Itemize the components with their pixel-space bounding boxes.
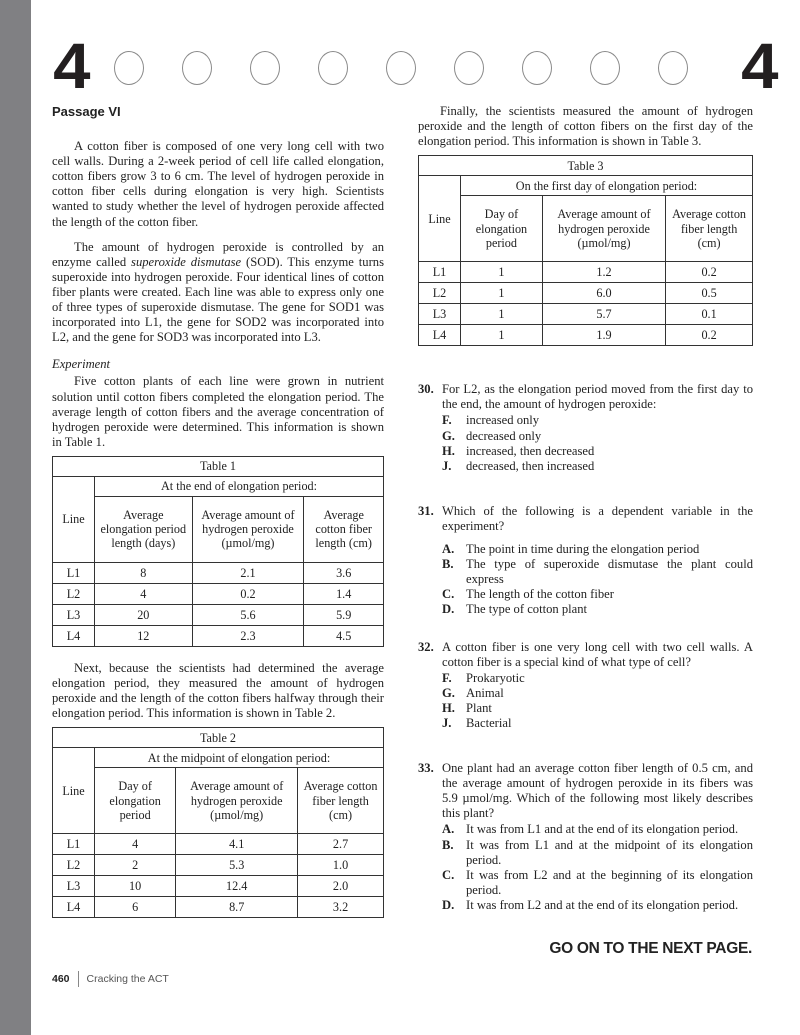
question-number: 31. [418,503,434,518]
table-cell: 1.4 [304,583,384,604]
circle-bubble [454,51,484,85]
table-cell: 3.6 [304,562,384,583]
row-label: L2 [419,283,461,304]
question-text: One plant had an average cotton fiber length of 0.5 cm, and the average amount of hydrogen peroxide in its fibers was 5.9 µmol/mg. Which of the following most likely describes this plant? [442,761,753,821]
question-number: 33. [418,761,434,776]
answer-options [442,671,753,731]
answer-options [442,822,753,913]
answer-option[interactable] [442,557,753,587]
option-letter: D. [442,897,455,912]
table-row [53,834,384,855]
option-text: decreased, then increased [466,458,595,473]
circle-bubble [318,51,348,85]
circle-bubble [114,51,144,85]
page-number: 460 [52,973,70,985]
table-cell: 5.7 [542,304,665,325]
circle-bubble [590,51,620,85]
answer-options [442,542,753,617]
answer-option[interactable] [442,587,753,602]
answer-option[interactable] [442,701,753,716]
table-cell: 0.2 [192,583,304,604]
answer-option[interactable] [442,429,753,444]
option-text: Animal [466,685,504,700]
table-cell: 6.0 [542,283,665,304]
right-column [418,104,753,913]
answer-option[interactable] [442,444,753,459]
question-text: A cotton fiber is one very long cell with two cell walls. A cotton fiber is a special kind of what type of cell? [442,639,753,669]
table-cell: 10 [95,876,176,897]
table-caption-row [419,156,753,176]
row-label: L3 [53,876,95,897]
option-letter: J. [442,458,452,473]
section-number-right: 4 [741,30,779,102]
option-letter: H. [442,700,455,715]
answer-option[interactable] [442,686,753,701]
table-cell: 2.0 [298,876,384,897]
column-header: Day of elongation period [461,196,543,262]
option-letter: B. [442,557,454,572]
table-cell: 20 [95,604,193,625]
table-cell: 1 [461,325,543,346]
table-1 [52,456,384,647]
circle-bubble [658,51,688,85]
row-label: L4 [53,897,95,918]
column-header: Average elongation period length (days) [95,496,193,562]
answer-option[interactable] [442,542,753,557]
option-text: It was from L2 and at the end of its elongation period. [466,897,739,912]
question-32 [418,640,753,732]
option-text: Plant [466,700,492,715]
table-super-header: At the end of elongation period: [95,476,384,496]
question-number: 32. [418,639,434,654]
table-row [53,583,384,604]
circle-bubble [522,51,552,85]
sod-text-before: The amount of hydrogen peroxide is controlled by an enzyme called [52,239,384,269]
circle-bubble [250,51,280,85]
table-caption-row [53,728,384,748]
section-header [52,30,779,102]
option-letter: F. [442,670,452,685]
table-row [53,562,384,583]
section-number-left: 4 [53,30,91,102]
option-letter: D. [442,602,455,617]
column-header: Average cotton fiber length (cm) [298,768,384,834]
table-row [53,604,384,625]
table-cell: 2.7 [298,834,384,855]
table-cell: 1.0 [298,855,384,876]
answer-option[interactable] [442,602,753,617]
column-header: Average amount of hydrogen peroxide (µmol/mg) [542,196,665,262]
question-30 [418,382,753,474]
table-cell: 4 [95,583,193,604]
table-cell: 1 [461,283,543,304]
table-super-header-row [53,748,384,768]
table-cell: 1.9 [542,325,665,346]
table-cell: 1.2 [542,262,665,283]
table-row [53,855,384,876]
table-cell: 5.9 [304,604,384,625]
table-3 [418,155,753,346]
column-header-line: Line [53,748,95,834]
table-row [419,325,753,346]
answer-options [442,413,753,473]
sod-text-after: (SOD). This enzyme turns superoxide into hydrogen peroxide. Four identical lines of cotton fiber plants were created. Each line was able to express only one of three types of superoxide dismutase. The gene for SOD1 was incorporated into L1, the gene for SOD2 was incorporated into L2, and the gene for SOD3 was incorporated into L3. [52,254,384,345]
column-header: Average amount of hydrogen peroxide (µmol/mg) [192,496,304,562]
table-cell: 1 [461,262,543,283]
option-letter: G. [442,428,455,443]
column-header: Average cotton fiber length (cm) [666,196,753,262]
row-label: L1 [419,262,461,283]
option-text: increased, then decreased [466,443,595,458]
option-letter: A. [442,542,455,557]
table-row [53,897,384,918]
circle-bubble [386,51,416,85]
table-super-header: At the midpoint of elongation period: [95,748,384,768]
table-caption: Table 1 [53,456,384,476]
row-label: L3 [419,304,461,325]
option-letter: C. [442,867,455,882]
decorative-circles [114,51,694,85]
option-text: The length of the cotton fiber [466,587,614,602]
table-cell: 6 [95,897,176,918]
next-paragraph: Next, because the scientists had determined the average elongation period, they measured the amount of hydrogen peroxide and the length of the cotton fibers halfway through their elongation period. This information is shown in Table 2. [52,660,384,721]
option-letter: B. [442,837,454,852]
table-super-header: On the first day of elongation period: [461,176,753,196]
book-title: Cracking the ACT [86,973,169,985]
sod-paragraph [52,240,384,346]
table-cell: 8.7 [176,897,298,918]
option-text: It was from L2 and at the beginning of its elongation period. [466,867,753,897]
table-cell: 2.3 [192,625,304,646]
table-super-header-row [53,476,384,496]
table-cell: 5.6 [192,604,304,625]
table-cell: 12.4 [176,876,298,897]
column-header-line: Line [419,176,461,262]
experiment-paragraph: Five cotton plants of each line were grown in nutrient solution until cotton fibers completed the elongation period. The average length of cotton fibers and the average concentration of hydrogen peroxide were determined. This information is shown in Table 1. [52,374,384,449]
option-text: It was from L1 and at the end of its elongation period. [466,822,739,837]
table-cell: 0.2 [666,262,753,283]
table-cell: 5.3 [176,855,298,876]
answer-option[interactable] [442,716,753,731]
table-caption-row [53,456,384,476]
circle-bubble [182,51,212,85]
option-text: decreased only [466,428,542,443]
page-edge-bar [0,0,31,1035]
option-letter: H. [442,443,455,458]
option-letter: C. [442,587,455,602]
option-text: Bacterial [466,715,512,730]
table-row [419,262,753,283]
answer-option[interactable] [442,822,753,837]
table-cell: 4.1 [176,834,298,855]
passage-title: Passage VI [52,104,121,119]
table-column-header-row [53,768,384,834]
finally-paragraph: Finally, the scientists measured the amount of hydrogen peroxide and the length of cotton fibers on the first day of the elongation period. This information is shown in Table 3. [418,104,753,149]
row-label: L1 [53,834,95,855]
table-cell: 0.5 [666,283,753,304]
table-super-header-row [419,176,753,196]
option-text: The type of cotton plant [466,602,588,617]
sod-term: superoxide dismutase [131,254,242,269]
answer-option[interactable] [442,898,753,913]
table-row [419,304,753,325]
question-33 [418,761,753,913]
table-row [53,876,384,897]
table-cell: 0.2 [666,325,753,346]
option-text: It was from L1 and at the midpoint of its elongation period. [466,837,753,867]
row-label: L2 [53,855,95,876]
questions-list [418,382,753,913]
question-number: 30. [418,382,434,397]
option-letter: G. [442,685,455,700]
experiment-heading: Experiment [52,357,111,372]
option-letter: J. [442,715,452,730]
footer-separator [78,971,79,987]
table-cell: 2.1 [192,562,304,583]
table-cell: 4.5 [304,625,384,646]
row-label: L3 [53,604,95,625]
page-footer [52,971,169,987]
column-header: Average cotton fiber length (cm) [304,496,384,562]
option-text: The point in time during the elongation period [466,542,700,557]
row-label: L2 [53,583,95,604]
table-cell: 0.1 [666,304,753,325]
table-column-header-row [419,196,753,262]
table-cell: 4 [95,834,176,855]
table-cell: 2 [95,855,176,876]
row-label: L4 [419,325,461,346]
table-cell: 8 [95,562,193,583]
column-header: Average amount of hydrogen peroxide (µmol/mg) [176,768,298,834]
table-column-header-row [53,496,384,562]
answer-option[interactable] [442,838,753,868]
question-text: For L2, as the elongation period moved from the first day to the end, the amount of hydrogen peroxide: [442,382,753,412]
answer-option[interactable] [442,671,753,686]
question-31 [418,504,753,618]
table-row [53,625,384,646]
table-caption: Table 2 [53,728,384,748]
table-row [419,283,753,304]
table-cell: 1 [461,304,543,325]
option-letter: A. [442,822,455,837]
question-text: Which of the following is a dependent variable in the experiment? [442,503,753,533]
table-cell: 12 [95,625,193,646]
option-text: Prokaryotic [466,670,525,685]
answer-option[interactable] [442,413,753,428]
column-header: Day of elongation period [95,768,176,834]
option-text: increased only [466,413,540,428]
table-caption: Table 3 [419,156,753,176]
row-label: L4 [53,625,95,646]
column-header-line: Line [53,476,95,562]
option-letter: F. [442,413,452,428]
answer-option[interactable] [442,459,753,474]
left-column [52,104,384,932]
table-cell: 3.2 [298,897,384,918]
option-text: The type of superoxide dismutase the plant could express [466,557,753,587]
intro-paragraph: A cotton fiber is composed of one very long cell with two cell walls. During a 2-week period of cell life called elongation, cotton fibers grow 3 to 6 cm. The level of hydrogen peroxide in cotton fiber cells during elongation is very high. Scientists wanted to study whether the level of hydrogen peroxide affected the length of the cotton fiber. [52,139,384,229]
go-on-next-page: GO ON TO THE NEXT PAGE. [549,940,752,957]
row-label: L1 [53,562,95,583]
table-2 [52,727,384,918]
answer-option[interactable] [442,868,753,898]
